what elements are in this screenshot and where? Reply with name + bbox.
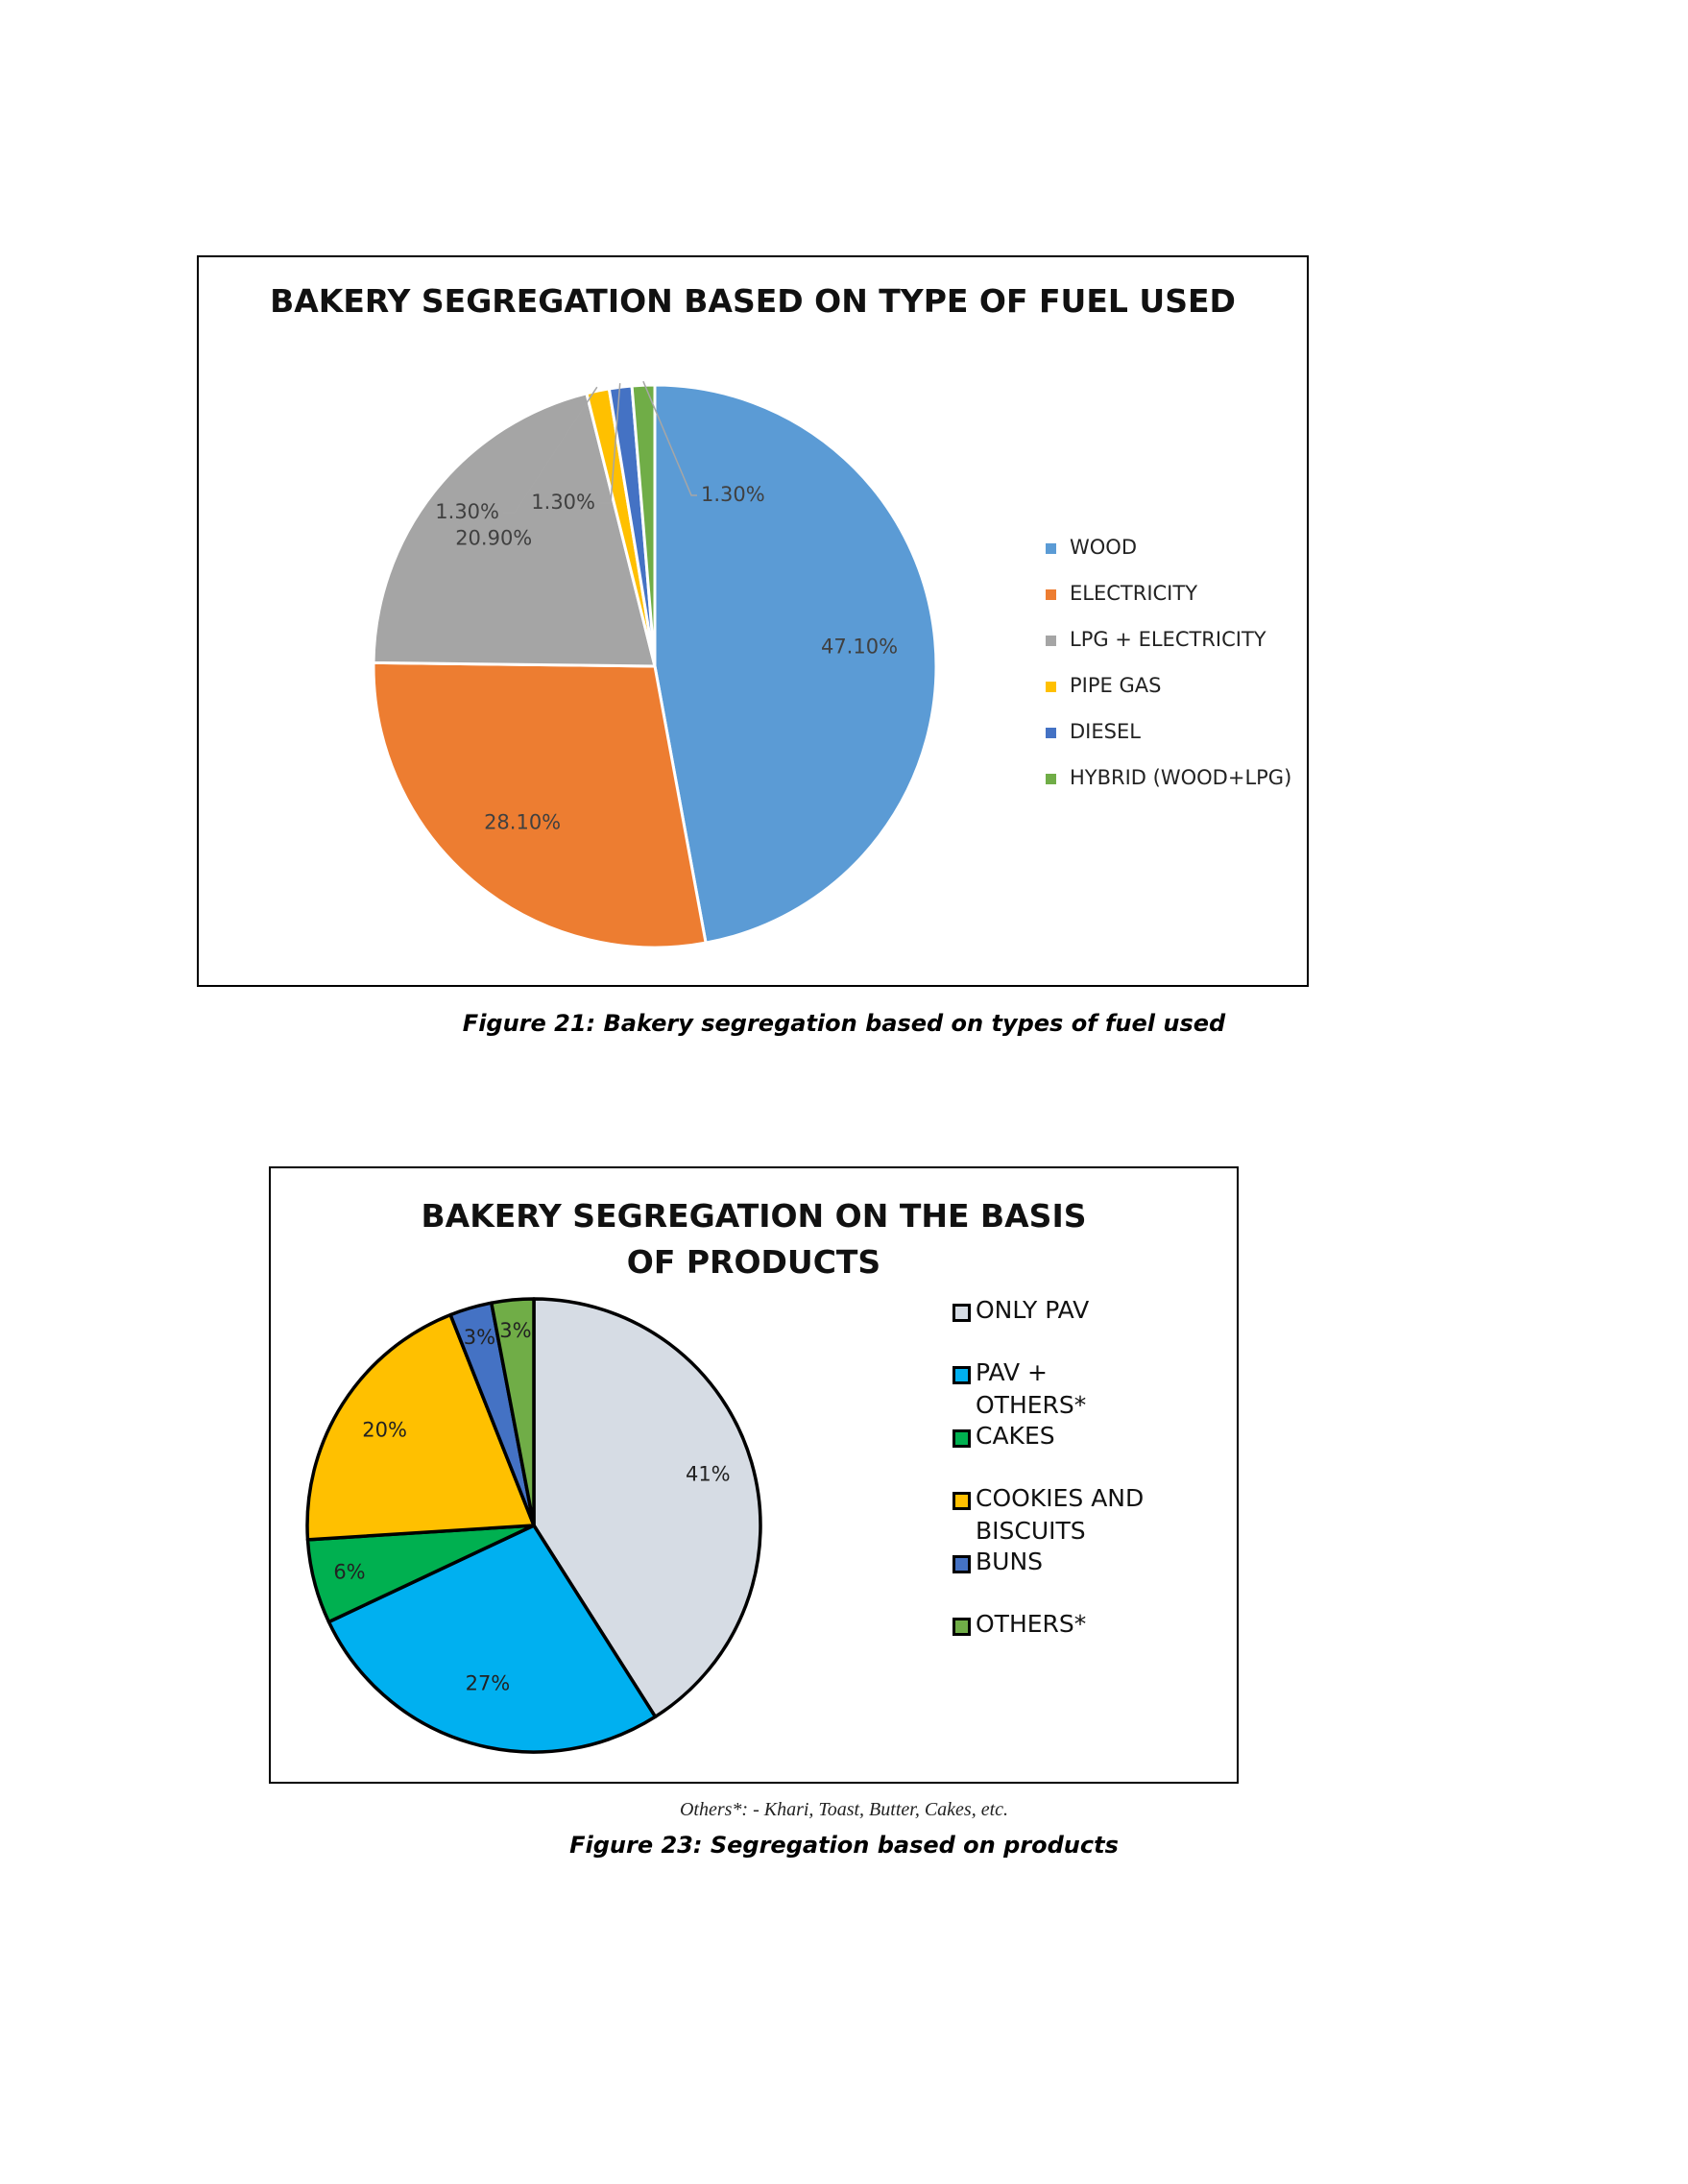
figure-caption: Figure 23: Segregation based on products [569, 1832, 1119, 1859]
products-chart [269, 1166, 1239, 1784]
data-label-electricity: 28.10% [484, 810, 562, 834]
data-label-pav-others: 27% [465, 1671, 511, 1695]
fuel-pie-chart [199, 257, 1307, 985]
legend-label: WOOD [1070, 536, 1137, 559]
pie-slice-wood [655, 385, 936, 943]
legend-swatch [953, 1555, 971, 1573]
legend-label: OTHERS* [976, 1610, 1087, 1638]
legend-item-hybrid-wood-lpg [1046, 766, 1291, 789]
legend-swatch [1046, 589, 1056, 600]
legend-label: CAKES [976, 1422, 1055, 1450]
data-label-buns: 3% [463, 1326, 496, 1350]
legend-item-wood [1046, 536, 1137, 559]
legend-label: HYBRID (WOOD+LPG) [1070, 766, 1292, 789]
data-label-cakes: 6% [333, 1560, 366, 1584]
legend-label: COOKIES AND BISCUITS [976, 1484, 1145, 1545]
legend-swatch [1046, 543, 1056, 554]
footnote: Others*: - Khari, Toast, Butter, Cakes, etc. [679, 1799, 1009, 1820]
legend-swatch [1046, 728, 1056, 738]
data-label-lpg-electricity: 20.90% [455, 526, 533, 550]
legend-item-others [953, 1612, 1158, 1641]
legend-swatch [953, 1618, 971, 1636]
legend-label: ELECTRICITY [1070, 582, 1198, 605]
legend-swatch [1046, 682, 1056, 692]
pie-slice-electricity [374, 662, 706, 948]
legend-item-pipe-gas [1046, 674, 1161, 697]
legend-swatch [1046, 774, 1056, 784]
legend-swatch [953, 1366, 971, 1384]
data-label-hybrid-wood-lpg: 1.30% [701, 483, 765, 506]
legend-label: PIPE GAS [1070, 674, 1162, 697]
data-label-pipe-gas: 1.30% [435, 500, 499, 523]
legend-label: BUNS [976, 1548, 1044, 1575]
data-label-wood: 47.10% [820, 635, 899, 659]
legend-item-pav-others [953, 1360, 1158, 1422]
figure-caption: Figure 21: Bakery segregation based on types of fuel used [462, 1010, 1226, 1037]
legend-label: DIESEL [1070, 720, 1141, 743]
legend-swatch [953, 1304, 971, 1322]
legend-label: PAV + OTHERS* [976, 1358, 1087, 1419]
legend-item-only-pav [953, 1298, 1158, 1327]
legend-item-diesel [1046, 720, 1141, 743]
legend-item-cakes [953, 1424, 1158, 1452]
legend-item-lpg-electricity [1046, 628, 1266, 651]
chart-title: BAKERY SEGREGATION ON THE BASIS OF PRODUCTS [421, 1197, 1087, 1281]
legend-label: ONLY PAV [976, 1296, 1090, 1324]
data-label-only-pav: 41% [685, 1462, 731, 1486]
data-label-others: 3% [499, 1318, 532, 1342]
data-label-cookies-and-biscuits: 20% [362, 1418, 407, 1442]
products-pie-chart [271, 1168, 1237, 1782]
data-label-diesel: 1.30% [531, 491, 595, 514]
fuel-chart [197, 255, 1309, 987]
legend-swatch [1046, 636, 1056, 646]
legend-swatch [953, 1492, 971, 1510]
legend-item-electricity [1046, 582, 1197, 605]
legend-item-buns [953, 1549, 1158, 1578]
legend-label: LPG + ELECTRICITY [1070, 628, 1266, 651]
chart-title: BAKERY SEGREGATION BASED ON TYPE OF FUEL USED [270, 282, 1236, 320]
legend-item-cookies-and-biscuits [953, 1486, 1158, 1548]
legend-swatch [953, 1429, 971, 1448]
